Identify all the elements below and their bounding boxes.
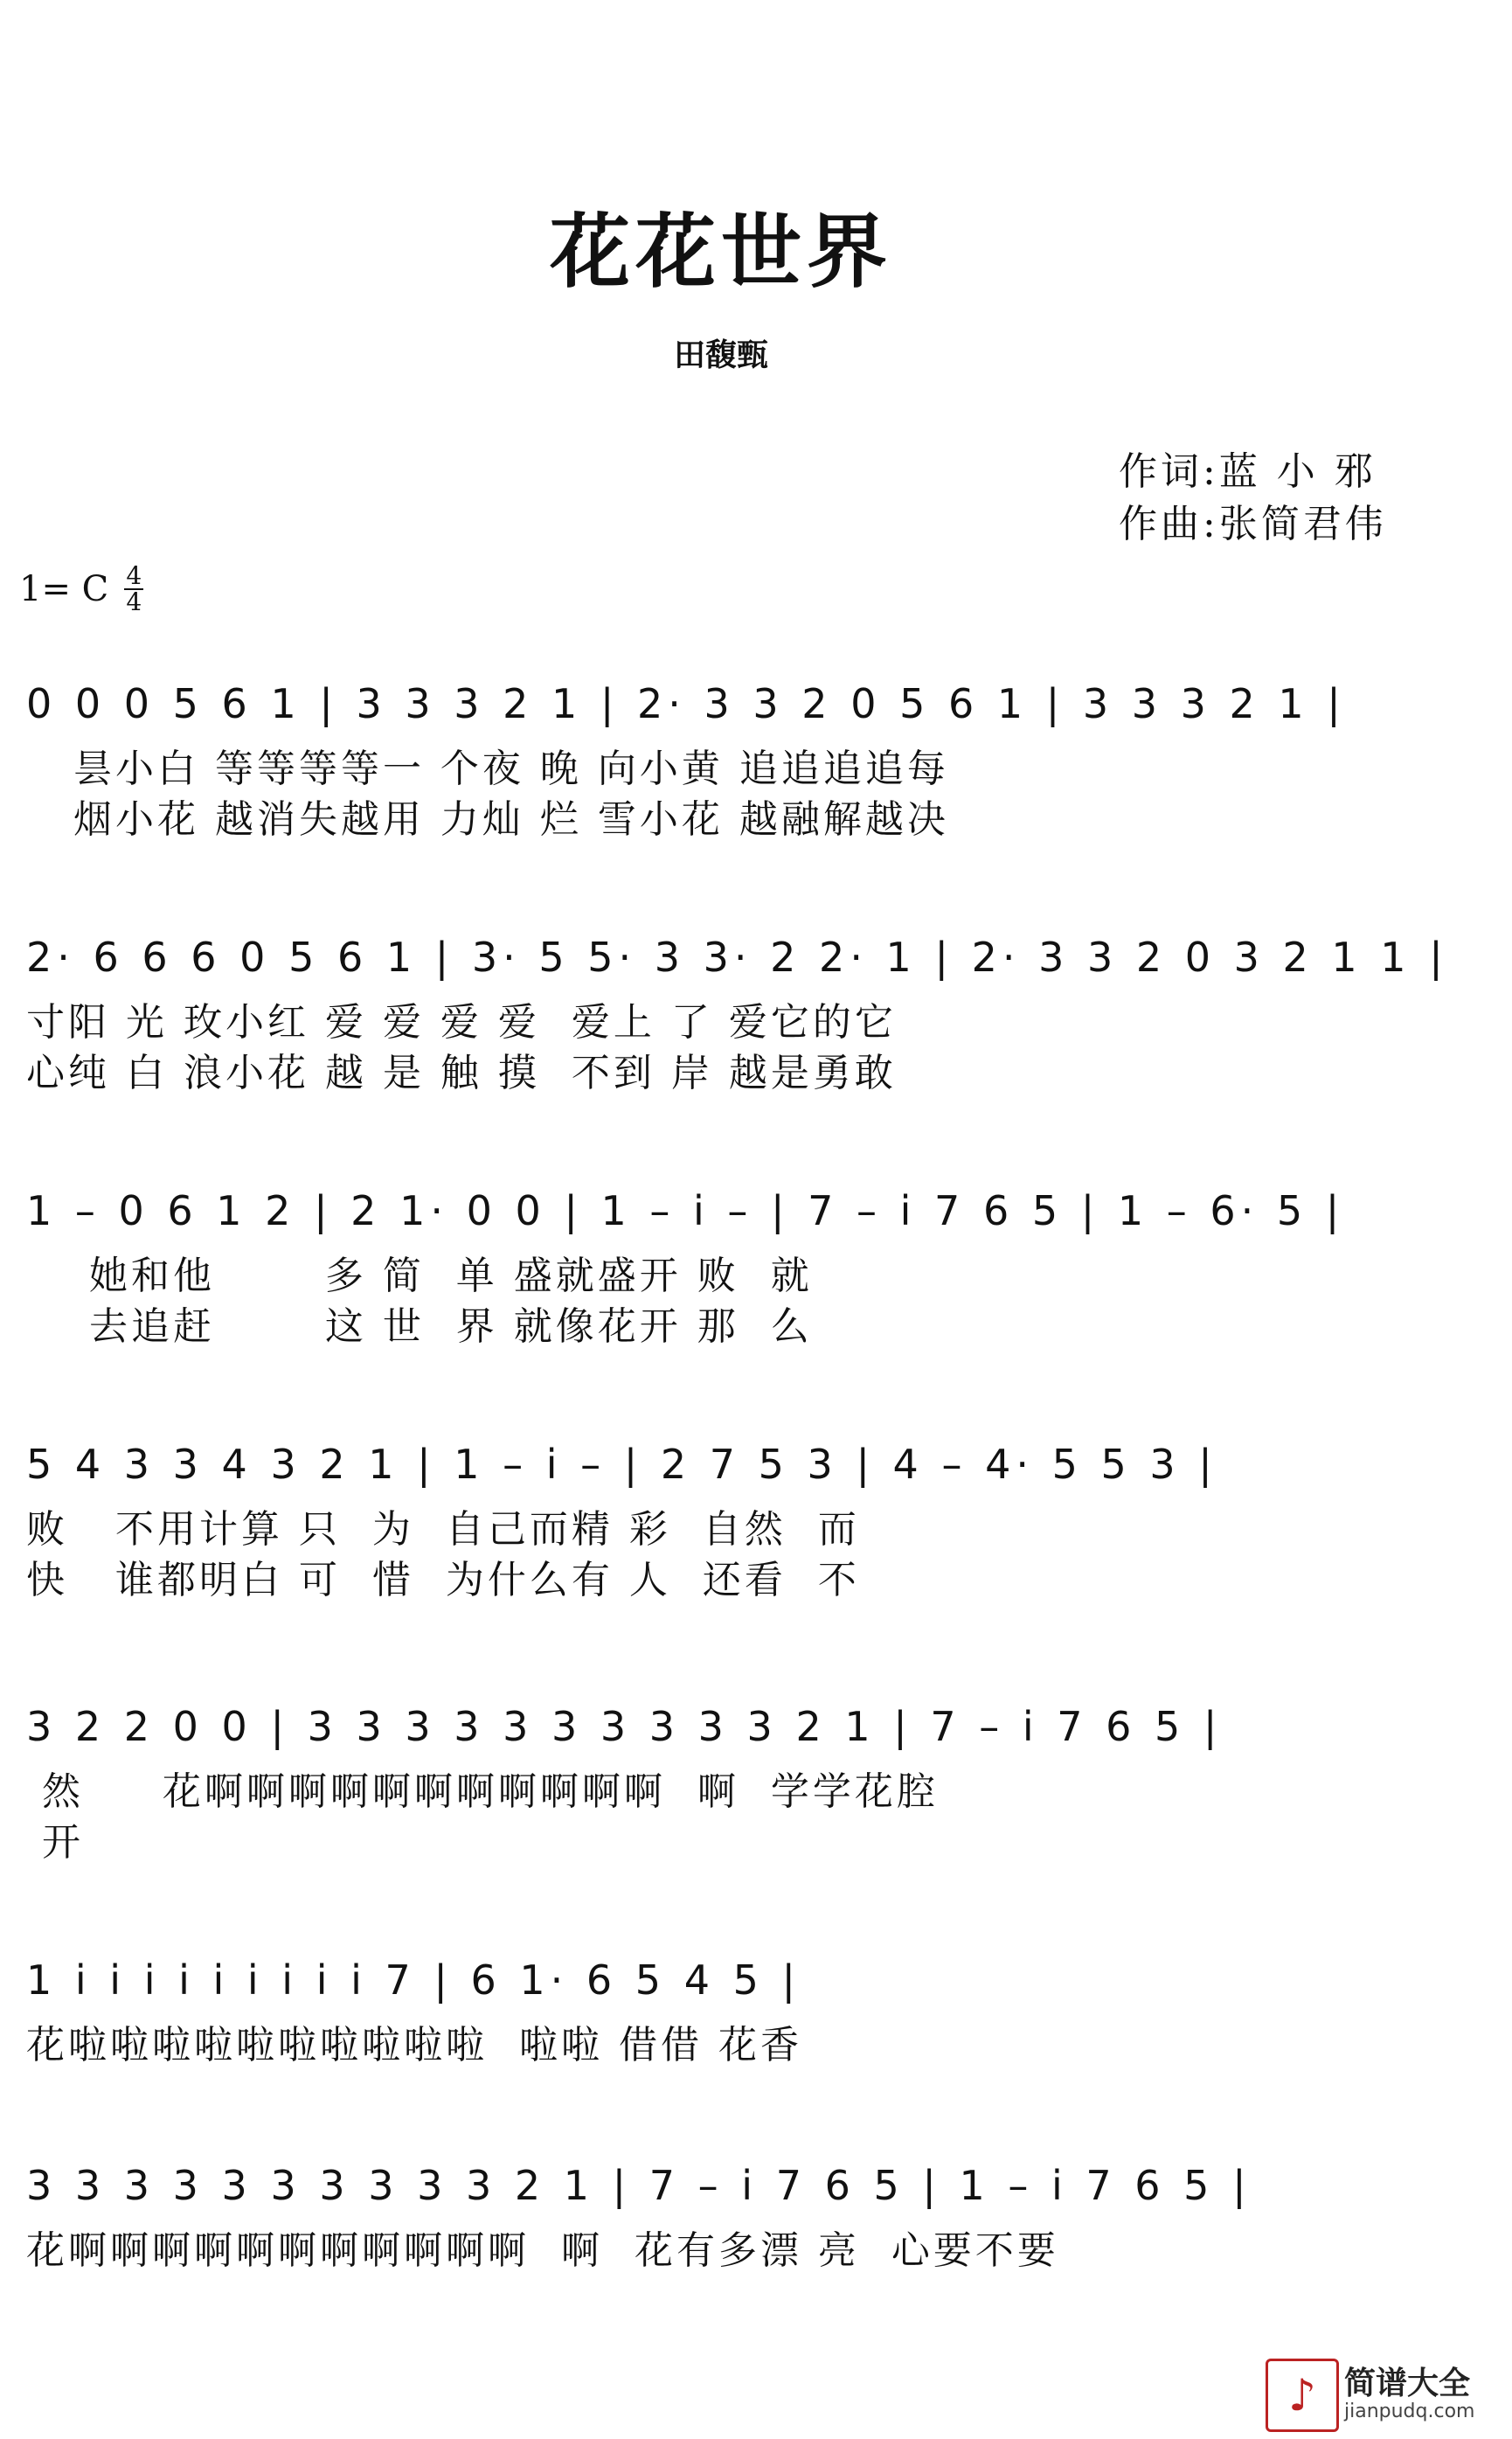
composer-credit: 作曲:张简君伟 <box>1119 502 1387 546</box>
time-signature-top: 4 <box>126 561 142 590</box>
lyric-verse-1: 花啦啦啦啦啦啦啦啦啦啦 啦啦 借借 花香 <box>26 2023 802 2067</box>
score-system-1 <box>0 673 1512 892</box>
key-signature <box>19 561 143 616</box>
time-signature <box>124 561 143 616</box>
lyric-verse-2: 烟小花 越消失越用 力灿 烂 雪小花 越融解越决 <box>26 797 949 842</box>
score-system-2 <box>0 927 1512 1145</box>
lyric-verse-1: 花啊啊啊啊啊啊啊啊啊啊啊 啊 花有多漂 亮 心要不要 <box>26 2228 1059 2273</box>
lyric-verse-2: 心纯 白 浪小花 越 是 触 摸 不到 岸 越是勇敢 <box>26 1051 897 1095</box>
lyric-verse-1: 败 不用计算 只 为 自己而精 彩 自然 而 <box>26 1507 860 1552</box>
notation-line: 0 0 0 5 6 1 | 3 3 3 2 1 | 2· 3 3 2 0 5 6 1 | 3 3 3 2 1 | <box>26 680 1346 727</box>
score-system-3 <box>0 1180 1512 1399</box>
lyric-verse-2: 去追赶 这 世 界 就像花开 那 么 <box>26 1304 813 1349</box>
singer-name: 田馥甄 <box>673 337 768 373</box>
notation-line: 2· 6 6 6 0 5 6 1 | 3· 5 5· 3 3· 2 2· 1 | 2· 3 3 2 0 3 2 1 1 | <box>26 934 1448 981</box>
credits <box>1119 446 1468 551</box>
lyric-verse-2: 快 谁都明白 可 惜 为什么有 人 还看 不 <box>26 1558 860 1602</box>
notation-line: 3 3 3 3 3 3 3 3 3 3 2 1 | 7 – i 7 6 5 | 1 – i 7 6 5 | <box>26 2162 1252 2209</box>
lyric-verse-1: 然 花啊啊啊啊啊啊啊啊啊啊啊 啊 学学花腔 <box>26 1769 939 1814</box>
notation-line: 1 i i i i i i i i i 7 | 6 1· 6 5 4 5 | <box>26 1956 801 2004</box>
lyric-verse-1: 寸阳 光 玫小红 爱 爱 爱 爱 爱上 了 爱它的它 <box>26 1000 897 1045</box>
score-system-7 <box>0 2155 1512 2373</box>
lyricist-credit: 作词:蓝 小 邪 <box>1119 449 1377 494</box>
score-system-5 <box>0 1696 1512 1914</box>
key-label: 1= C <box>19 569 109 609</box>
logo-name: 简谱大全 <box>1344 2366 1471 2401</box>
logo-mark-icon: ♪ <box>1266 2359 1339 2432</box>
lyric-verse-1: 她和他 多 简 单 盛就盛开 败 就 <box>26 1254 813 1298</box>
lyric-verse-1: 昙小白 等等等等一 个夜 晚 向小黄 追追追追每 <box>26 747 949 791</box>
notation-line: 3 2 2 0 0 | 3 3 3 3 3 3 3 3 3 3 2 1 | 7 – i 7 6 5 | <box>26 1703 1223 1750</box>
score-system-6 <box>0 1949 1512 2168</box>
score-system-4 <box>0 1434 1512 1652</box>
lyric-verse-2: 开 <box>26 1820 84 1865</box>
logo-url: jianpudq.com <box>1344 2401 1475 2422</box>
notation-line: 5 4 3 3 4 3 2 1 | 1 – i – | 2 7 5 3 | 4 – 4· 5 5 3 | <box>26 1441 1217 1488</box>
notation-line: 1 – 0 6 1 2 | 2 1· 0 0 | 1 – i – | 7 – i 7 6 5 | 1 – 6· 5 | <box>26 1187 1345 1234</box>
time-signature-bottom: 4 <box>126 587 142 616</box>
song-title: 花花世界 <box>549 205 892 299</box>
site-logo <box>1266 2359 1502 2432</box>
